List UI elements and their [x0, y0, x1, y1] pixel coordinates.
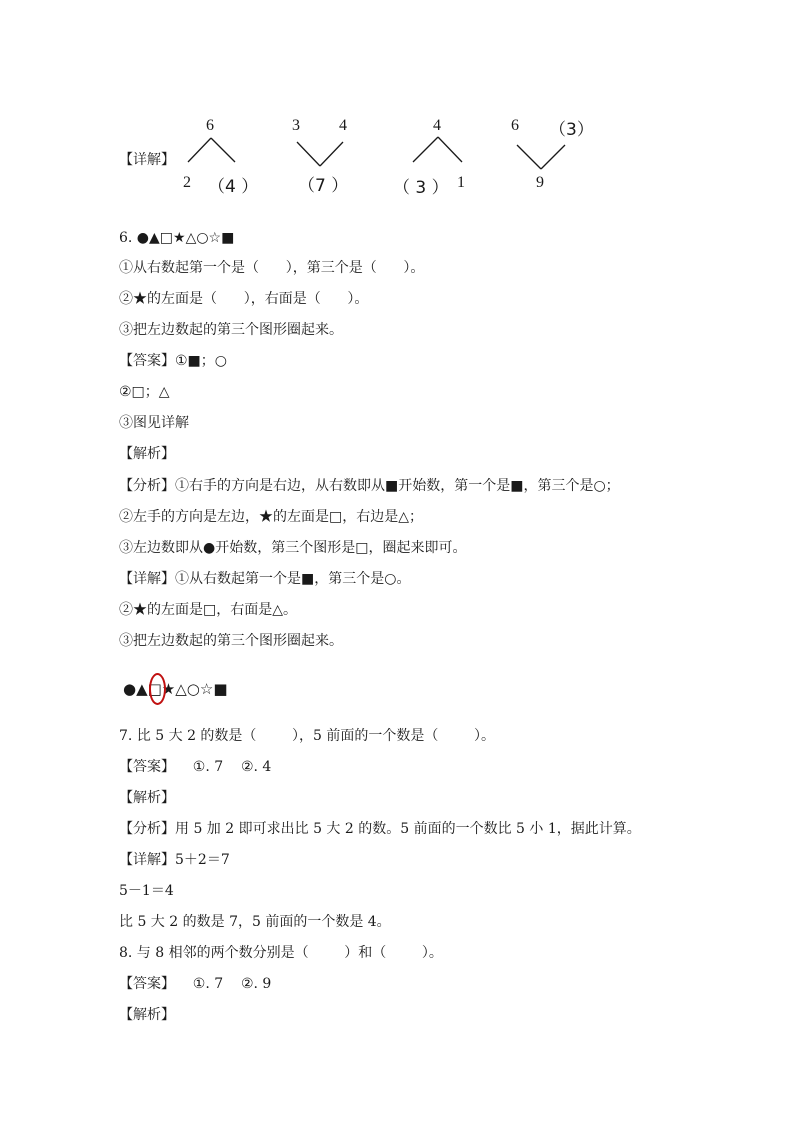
text-line-fx6c — [119, 539, 466, 557]
line-text: ①右手的方向是右边，从右数即从■开始数，第一个是■，第三个是○； — [175, 478, 620, 494]
text-line-ans6c — [119, 414, 189, 432]
diagram-3-top: 4 — [433, 117, 441, 134]
line-text: ①. 7 ②. 4 — [175, 759, 272, 775]
section-tag: 【解析】 — [119, 790, 175, 806]
text-line-ans7 — [119, 758, 271, 776]
section-tag: 【解析】 — [119, 1007, 175, 1023]
section-tag: 【分析】 — [119, 478, 175, 494]
diagram-4-top-right: （3） — [549, 120, 594, 140]
line-text: 8. 与 8 相邻的两个数分别是（ ）和（ ）。 — [119, 945, 443, 961]
line-text: ①. 7 ②. 9 — [175, 976, 272, 992]
diagram-3-bottom-left: （ 3 ） — [393, 178, 449, 198]
diagram-3-bottom-right: 1 — [457, 174, 465, 191]
line-text: ①从右数起第一个是■，第三个是○。 — [175, 571, 411, 587]
line-text: 6. ●▲□★△○☆■ — [119, 230, 235, 246]
line-text: ②★的左面是（ ），右面是（ ）。 — [119, 291, 369, 307]
text-line-q6c — [119, 321, 343, 339]
diagram-2-top-left: 3 — [292, 117, 300, 134]
section-tag: 【详解】 — [119, 852, 175, 868]
text-line-jx6 — [119, 445, 175, 463]
line-text: ③左边数即从●开始数，第三个图形是□，圈起来即可。 — [119, 540, 467, 556]
text-line-fx6b — [119, 508, 423, 526]
line-text: 用 5 加 2 即可求出比 5 大 2 的数。5 前面的一个数比 5 小 1，据此计算。 — [175, 821, 641, 837]
line-text: ②★的左面是□，右面是△。 — [119, 602, 297, 618]
line-text: 比 5 大 2 的数是 7，5 前面的一个数是 4。 — [119, 914, 391, 930]
text-line-fx7 — [119, 820, 641, 838]
section-tag: 【答案】 — [119, 353, 175, 369]
diagram-1-bottom-left: 2 — [183, 174, 191, 191]
text-line-xj6a — [119, 570, 410, 588]
line-text: ③把左边数起的第三个图形圈起来。 — [119, 322, 343, 338]
section-tag: 【答案】 — [119, 759, 175, 775]
text-line-xj7 — [119, 851, 230, 869]
text-line-q6 — [119, 229, 234, 247]
text-line-q6b — [119, 290, 368, 308]
text-line-xj7c — [119, 913, 391, 931]
text-line-q8 — [119, 944, 443, 962]
diagram-4-bottom: 9 — [536, 174, 544, 191]
line-text: ③图见详解 — [119, 415, 189, 431]
text-line-jx8 — [119, 1006, 175, 1024]
diagram-2-bottom: （7 ） — [298, 176, 349, 196]
circled-shape-row: ●▲□★△○☆■ — [123, 680, 228, 698]
detail-label: 【详解】 — [119, 152, 175, 168]
text-line-xj7b — [119, 882, 174, 900]
line-text: ①■；○ — [175, 353, 227, 369]
line-text: ①从右数起第一个是（ ），第三个是（ ）。 — [119, 260, 425, 276]
text-line-q7 — [119, 727, 495, 745]
line-text: ②□；△ — [119, 384, 170, 400]
section-tag: 【解析】 — [119, 446, 175, 462]
section-tag: 【详解】 — [119, 571, 175, 587]
red-circle-mark — [149, 673, 166, 705]
line-text: 5＋2＝7 — [175, 852, 230, 868]
line-text: 5－1＝4 — [119, 883, 174, 899]
diagram-2-top-right: 4 — [339, 117, 347, 134]
text-line-jx7 — [119, 789, 175, 807]
text-line-q6a — [119, 259, 424, 277]
text-line-xj6c — [119, 632, 343, 650]
section-tag: 【答案】 — [119, 976, 175, 992]
line-text: 7. 比 5 大 2 的数是（ ），5 前面的一个数是（ ）。 — [119, 728, 495, 744]
text-line-ans6 — [119, 352, 227, 370]
text-line-fx6a — [119, 477, 620, 495]
diagram-1-top: 6 — [206, 117, 214, 134]
text-line-ans8 — [119, 975, 271, 993]
text-line-xj6b — [119, 601, 297, 619]
line-text: ③把左边数起的第三个图形圈起来。 — [119, 633, 343, 649]
diagram-1-bottom-right: （4 ） — [208, 177, 259, 197]
diagram-4-top-left: 6 — [511, 117, 519, 134]
section-tag: 【分析】 — [119, 821, 175, 837]
line-text: ②左手的方向是左边，★的左面是□，右边是△； — [119, 509, 423, 525]
text-line-ans6b — [119, 383, 170, 401]
